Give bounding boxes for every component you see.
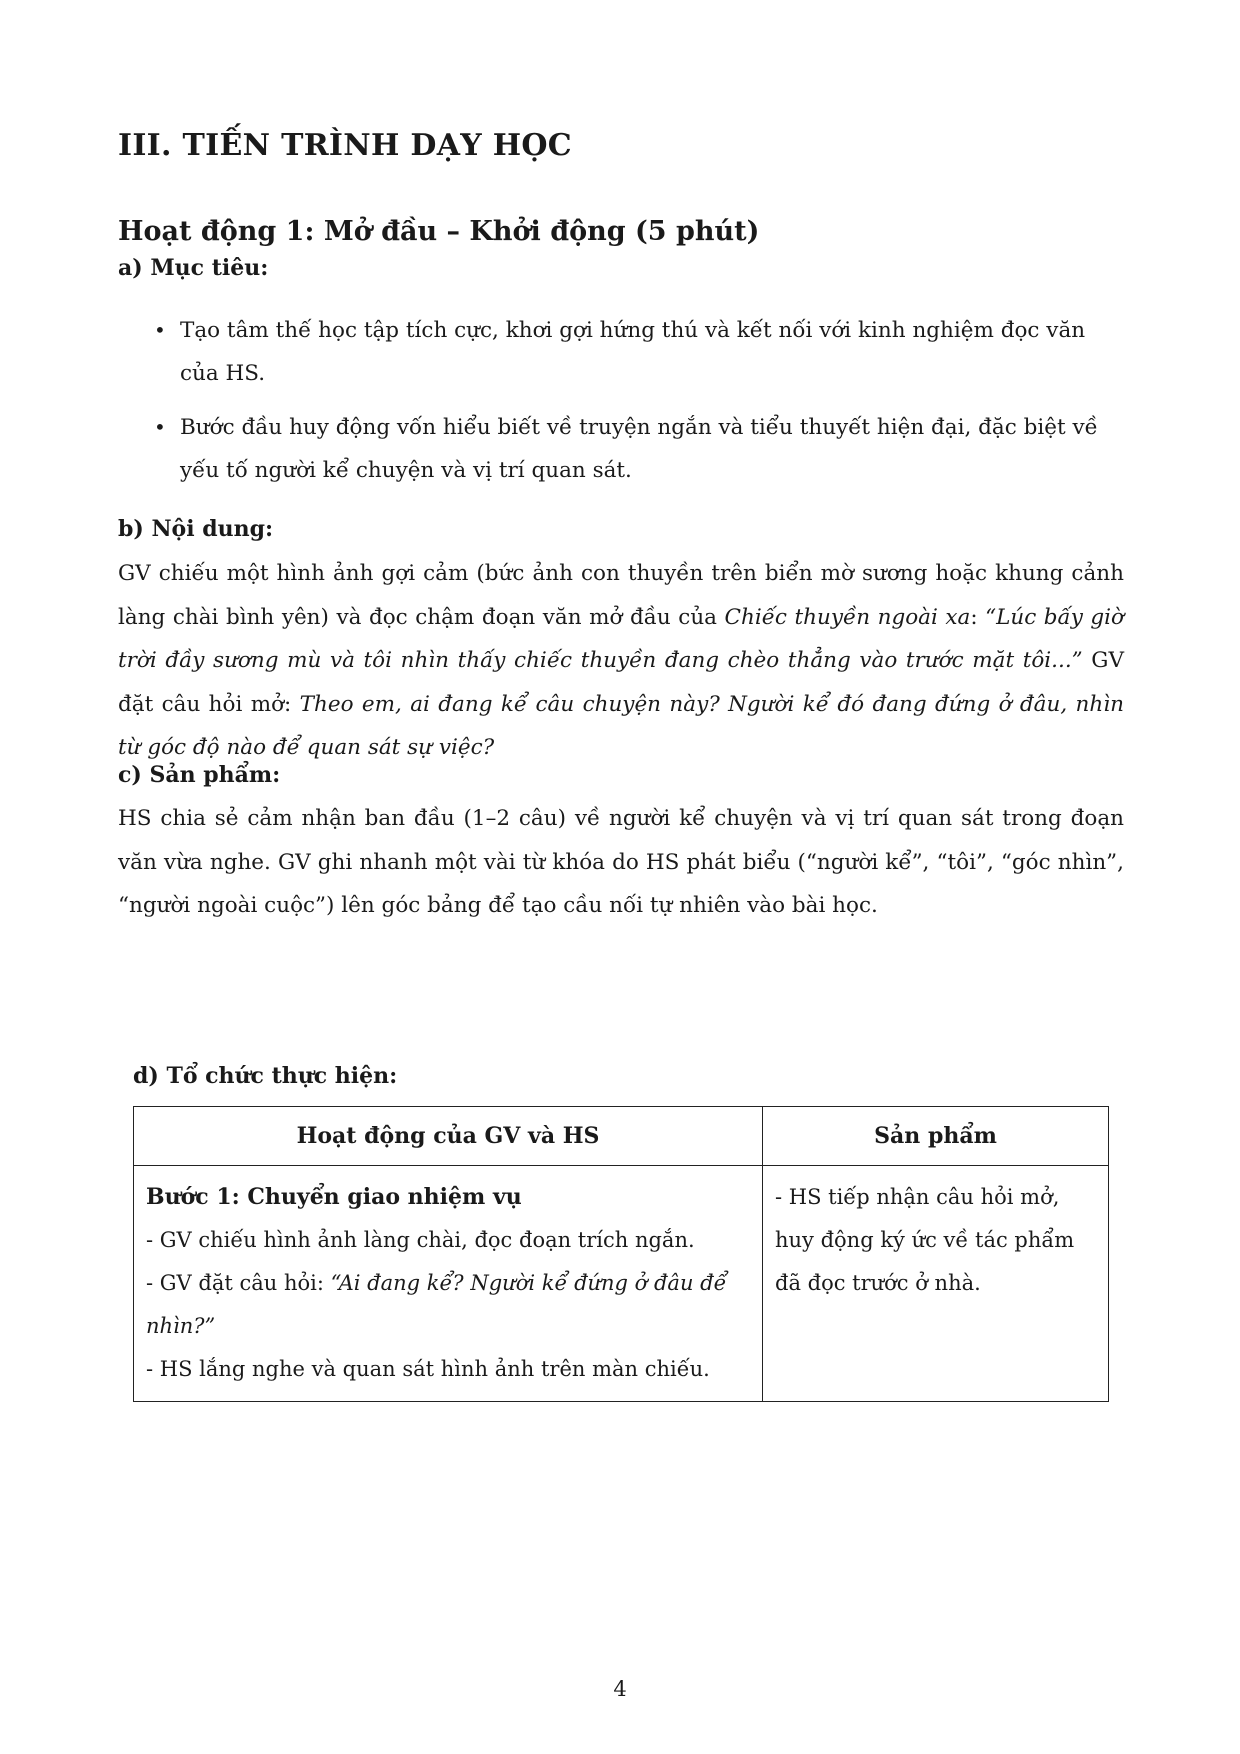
step-line-3: - HS lắng nghe và quan sát hình ảnh trên màn chiếu. [146,1357,710,1381]
table-header-row [134,1107,1109,1166]
column-header-activity: Hoạt động của GV và HS [134,1107,763,1166]
objective-bullet-1 [154,309,1124,395]
content-text-1: GV chiếu một hình ảnh gợi cảm (bức ảnh con thuyền trên biển mờ sương hoặc khung cảnh làng chài bình yên) và đọc chậm đoạn văn mở đầu của [118,561,1124,630]
bullet-icon: • [154,318,166,342]
open-question: Theo em, ai đang kể câu chuyện này? Người kể đó đang đứng ở đâu, nhìn từ góc độ nào để quan sát sự việc? [118,691,1124,760]
product-heading: c) Sản phẩm: [118,762,281,788]
objectives-heading: a) Mục tiêu: [118,255,269,281]
content-text-2: : [970,604,986,630]
step-line-1: - GV chiếu hình ảnh làng chài, đọc đoạn trích ngắn. [146,1228,695,1252]
section-title: III. TIẾN TRÌNH DẠY HỌC [118,128,572,163]
step-title: Bước 1: Chuyển giao nhiệm vụ [146,1184,522,1210]
table-row [134,1166,1109,1402]
product-cell: - HS tiếp nhận câu hỏi mở, huy động ký ức về tác phẩm đã đọc trước ở nhà. [763,1166,1109,1402]
step-line-2 [146,1262,750,1348]
content-text-3: GV đặt câu hỏi mở: [118,648,1124,717]
step-line-2-quote: “Ai đang kể? Người kể đứng ở đâu để nhìn?” [146,1271,727,1338]
objective-text-1: Tạo tâm thế học tập tích cực, khơi gợi hứng thú và kết nối với kinh nghiệm đọc văn của HS. [180,318,1086,386]
objective-text-2: Bước đầu huy động vốn hiểu biết về truyện ngắn và tiểu thuyết hiện đại, đặc biệt về yếu tố người kể chuyện và vị trí quan sát. [180,415,1098,483]
activity-cell [134,1166,763,1402]
content-paragraph [118,552,1124,770]
excerpt-quote: “Lúc bấy giờ trời đầy sương mù và tôi nhìn thấy chiếc thuyền đang chèo thẳng vào trước mặt tôi...” [118,604,1124,673]
organization-heading: d) Tổ chức thực hiện: [133,1063,398,1089]
work-title: Chiếc thuyền ngoài xa [724,604,971,630]
objective-bullet-2 [154,406,1124,492]
page-number: 4 [613,1677,627,1701]
column-header-product: Sản phẩm [763,1107,1109,1166]
product-paragraph: HS chia sẻ cảm nhận ban đầu (1–2 câu) về người kể chuyện và vị trí quan sát trong đoạn văn vừa nghe. GV ghi nhanh một vài từ khóa do HS phát biểu (“người kể”, “tôi”, “góc nhìn”, “người ngoài cuộc”) lên góc bảng để tạo cầu nối tự nhiên vào bài học. [118,806,1124,918]
step-line-2-prefix: - GV đặt câu hỏi: [146,1271,331,1295]
activity-table [133,1106,1109,1402]
activity-title: Hoạt động 1: Mở đầu – Khởi động (5 phút) [118,216,760,247]
bullet-icon: • [154,415,166,439]
content-heading: b) Nội dung: [118,516,274,542]
